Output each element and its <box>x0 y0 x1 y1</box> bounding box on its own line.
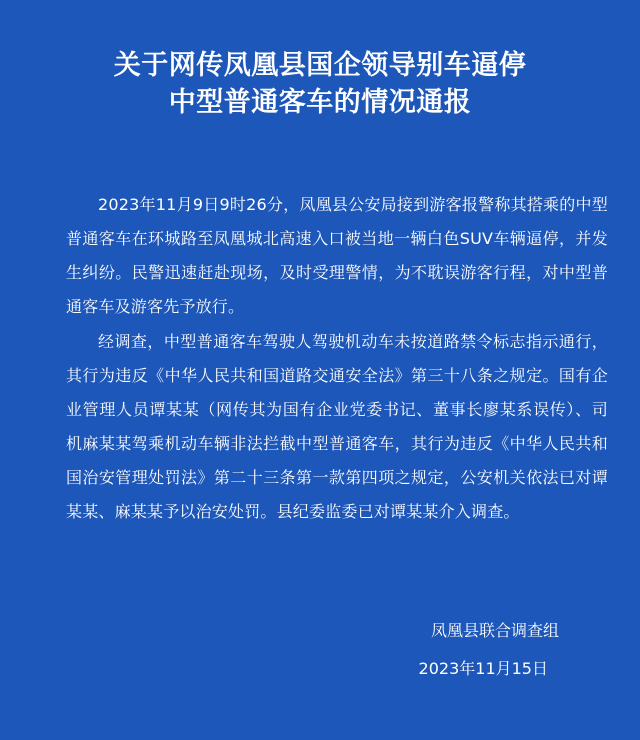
notice-paragraph-1: 2023年11月9日9时26分，凤凰县公安局接到游客报警称其搭乘的中型普通客车在环城路至凤凰城北高速入口被当地一辆白色SUV车辆逼停，并发生纠纷。民警迅速赶赴现场，及时受理警情，为不耽误游客行程，对中型普通客车及游客先予放行。 <box>66 195 608 316</box>
notice-title-line-1: 关于网传凤凰县国企领导别车逼停 <box>113 50 527 81</box>
notice-title-line-2: 中型普通客车的情况通报 <box>168 87 472 118</box>
signature-organization: 凤凰县联合调查组 <box>430 621 559 640</box>
notice-paragraph-2: 经调查，中型普通客车驾驶人驾驶机动车未按道路禁令标志指示通行，其行为违反《中华人民共和国道路交通安全法》第三十八条之规定。国有企业管理人员谭某某（网传其为国有企业党委书记、董事长廖某系误传）、司机麻某某驾乘机动车辆非法拦截中型普通客车，其行为违反《中华人民共和国治安管理处罚法》第二十三条第一款第四项之规定，公安机关依法已对谭某某、麻某某予以治安处罚。县纪委监委已对谭某某介入调查。 <box>66 332 608 521</box>
signature-date: 2023年11月15日 <box>418 659 548 678</box>
